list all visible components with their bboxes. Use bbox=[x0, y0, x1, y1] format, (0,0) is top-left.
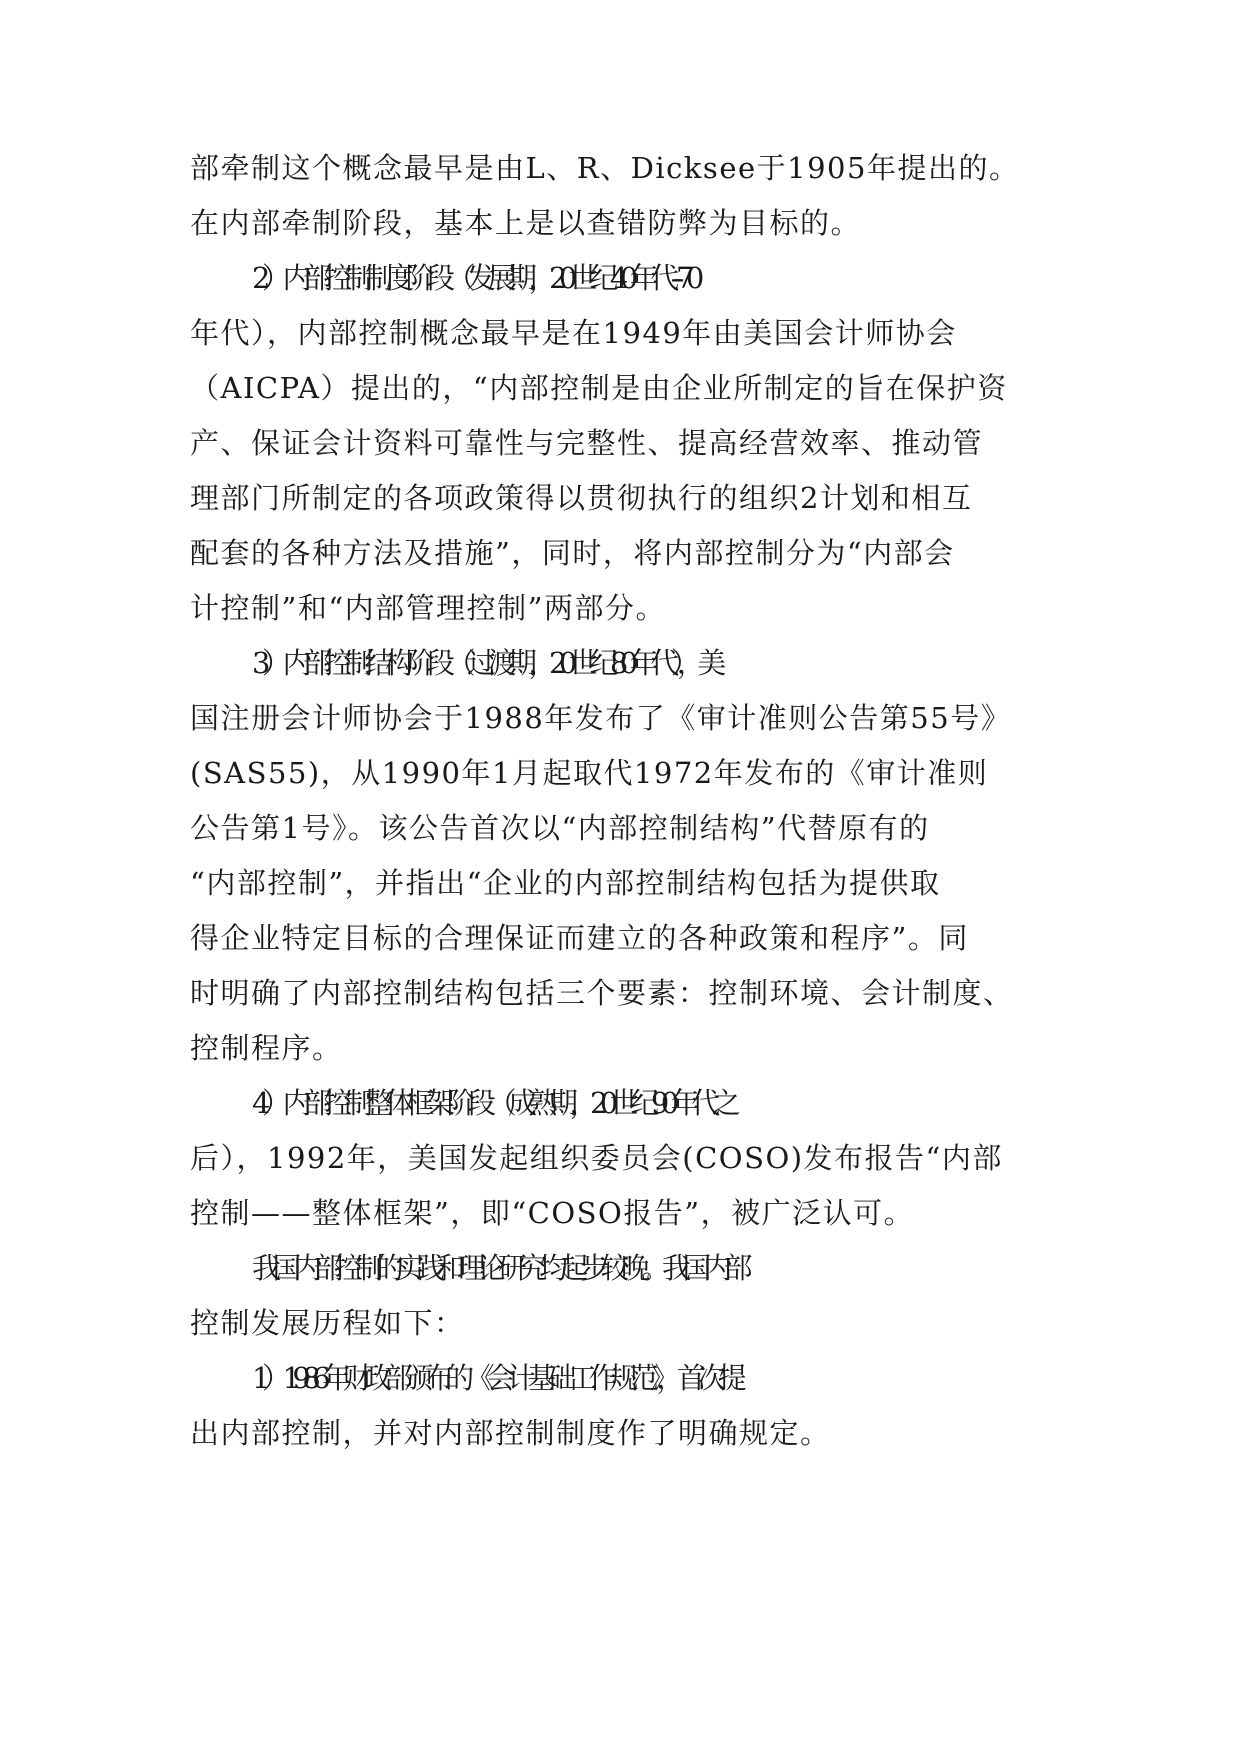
text-line: 国注册会计师协会于1988年发布了《审计准则公告第55号》 bbox=[190, 701, 1012, 735]
paragraph-start-line: 4）内部控制整体框架阶段（成熟期，20世纪90年代之 bbox=[252, 1086, 733, 1120]
text-line: (SAS55)，从1990年1月起取代1972年发布的《审计准则 bbox=[190, 756, 989, 790]
text-line: 得企业特定目标的合理保证而建立的各种政策和程序”。同 bbox=[190, 921, 969, 955]
paragraph-start-line: 3）内部控制结构阶段（过渡期，20世纪80年代），美 bbox=[252, 646, 718, 680]
text-line: 控制发展历程如下： bbox=[190, 1306, 465, 1340]
text-line: 时明确了内部控制结构包括三个要素：控制环境、会计制度、 bbox=[190, 976, 1014, 1010]
text-line: 控制程序。 bbox=[190, 1031, 343, 1065]
text-line: 年代），内部控制概念最早是在1949年由美国会计师协会 bbox=[190, 316, 957, 350]
paragraph-start-line: 2）内部控制制度阶段（发展期，20世纪40年代----70 bbox=[252, 261, 696, 295]
text-line: 产、保证会计资料可靠性与完整性、提高经营效率、推动管 bbox=[190, 426, 984, 460]
paragraph-start-line: 我国内部控制的实践和理论研究均起步较晚。我国内部 bbox=[252, 1251, 745, 1285]
text-line: 公告第1号》。该公告首次以“内部控制结构”代替原有的 bbox=[190, 811, 930, 845]
text-line: 配套的各种方法及措施”，同时，将内部控制分为“内部会 bbox=[190, 536, 955, 570]
text-line: 在内部牵制阶段，基本上是以查错防弊为目标的。 bbox=[190, 206, 862, 240]
text-line: 控制——整体框架”，即“COSO报告”，被广泛认可。 bbox=[190, 1196, 915, 1230]
text-line: 后），1992年，美国发起组织委员会(COSO)发布报告“内部 bbox=[190, 1141, 1003, 1175]
text-line: （AICPA）提出的，“内部控制是由企业所制定的旨在保护资 bbox=[190, 371, 1008, 405]
text-line: 出内部控制，并对内部控制制度作了明确规定。 bbox=[190, 1416, 831, 1450]
text-line: 部牵制这个概念最早是由L、R、Dicksee于1905年提出的。 bbox=[190, 151, 1020, 185]
paragraph-start-line: 1）1986年财政部颁布的《会计基础工作规范》，首次提 bbox=[252, 1361, 739, 1395]
text-line: 计控制”和“内部管理控制”两部分。 bbox=[190, 591, 666, 625]
text-line: “内部控制”，并指出“企业的内部控制结构包括为提供取 bbox=[190, 866, 941, 900]
text-line: 理部门所制定的各项政策得以贯彻执行的组织2计划和相互 bbox=[190, 481, 973, 515]
